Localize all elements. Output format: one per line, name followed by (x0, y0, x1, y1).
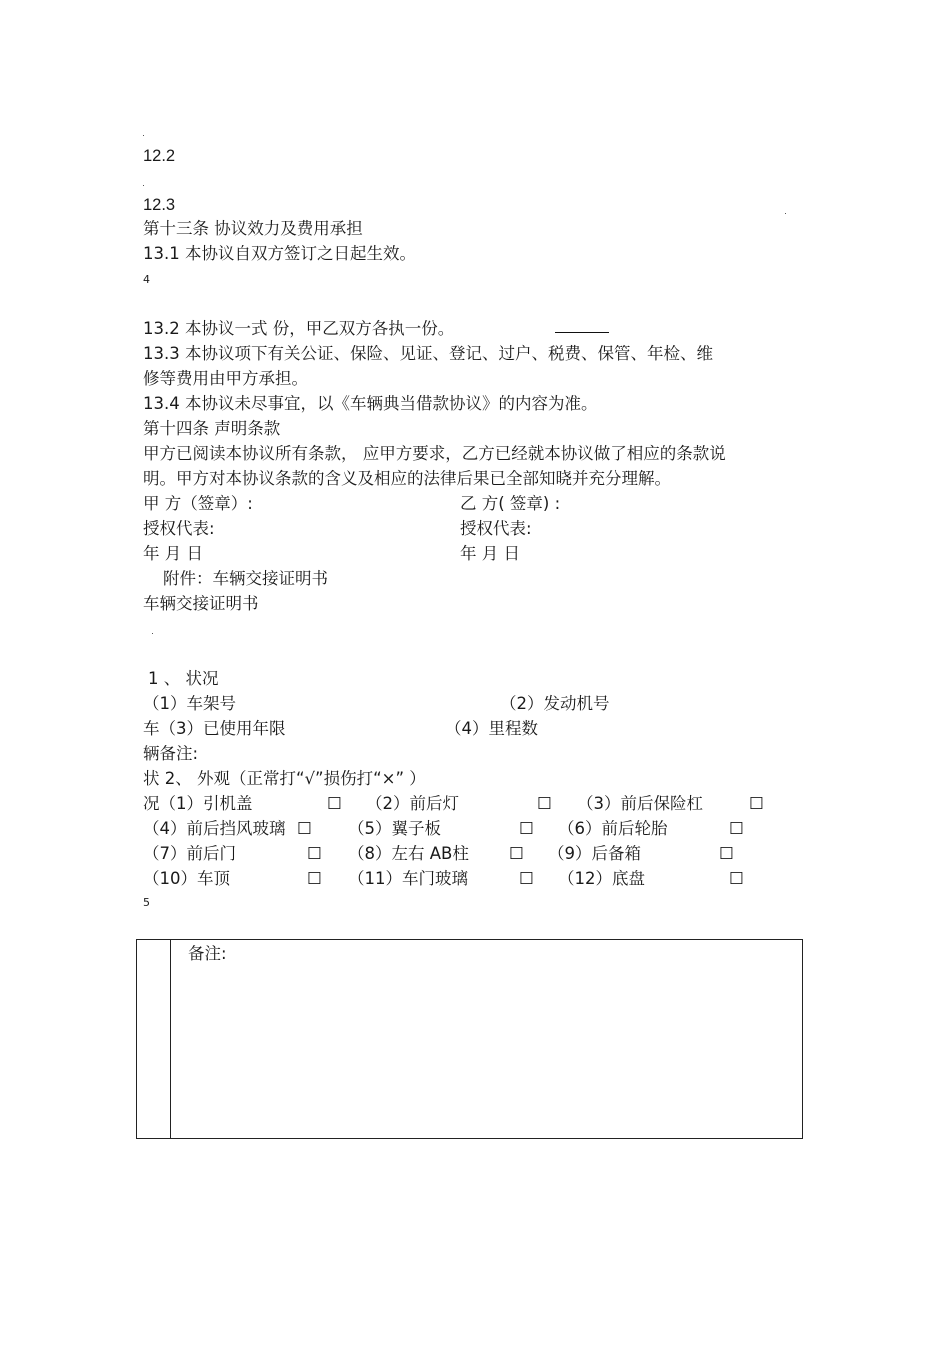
declaration-line2: 明。甲方对本协议条款的含义及相应的法律后果已全部知晓并充分理解。 (143, 469, 671, 488)
checkbox-fender[interactable]: ☐ (519, 819, 534, 838)
checkbox-trunk[interactable]: ☐ (719, 844, 734, 863)
remarks-box[interactable] (136, 939, 803, 1139)
vehicle-remarks-label: 辆备注: (143, 744, 199, 763)
party-a-date: 年 月 日 (143, 544, 203, 563)
item-door-glass: （11）车门玻璃 (348, 869, 468, 888)
mileage-label: （4）里程数 (445, 719, 538, 738)
scan-mark (785, 213, 786, 214)
clause-13-1: 13.1 本协议自双方签订之日起生效。 (143, 244, 416, 263)
page-number-5: 5 (143, 896, 150, 909)
checkbox-door-glass[interactable]: ☐ (519, 869, 534, 888)
party-b-seal: 乙 方( 签章) : (460, 494, 561, 513)
clause-12-3: 12.3 (143, 196, 176, 214)
item-chassis: （12）底盘 (558, 869, 645, 888)
checkbox-lights[interactable]: ☐ (537, 794, 552, 813)
item-windshield: （4）前后挡风玻璃 (143, 819, 286, 838)
blank-underline (555, 332, 609, 333)
item-hood: 况（1）引机盖 (143, 794, 253, 813)
checkbox-roof[interactable]: ☐ (307, 869, 322, 888)
attachment-label: 附件：车辆交接证明书 (163, 569, 328, 588)
party-a-seal: 甲 方（签章）: (143, 494, 253, 513)
item-trunk: （9）后备箱 (548, 844, 641, 863)
checkbox-tires[interactable]: ☐ (729, 819, 744, 838)
item-bumper: （3）前后保险杠 (577, 794, 703, 813)
clause-13-3-line1: 13.3 本协议项下有关公证、保险、见证、登记、过户、税费、保管、年检、维 (143, 344, 713, 363)
item-fender: （5）翼子板 (348, 819, 441, 838)
item-doors: （7）前后门 (143, 844, 236, 863)
declaration-line1: 甲方已阅读本协议所有条款， 应甲方要求，乙方已经就本协议做了相应的条款说 (143, 444, 726, 463)
item-tires: （6）前后轮胎 (558, 819, 668, 838)
item-roof: （10）车顶 (143, 869, 230, 888)
checkbox-ab-pillar[interactable]: ☐ (509, 844, 524, 863)
attachment-title: 车辆交接证明书 (143, 594, 259, 613)
checkbox-hood[interactable]: ☐ (327, 794, 342, 813)
clause-13-4: 13.4 本协议未尽事宜，以《车辆典当借款协议》的内容为准。 (143, 394, 598, 413)
item-lights: （2）前后灯 (366, 794, 459, 813)
engine-number-label: （2）发动机号 (500, 694, 610, 713)
clause-12-2: 12.2 (143, 147, 176, 165)
scan-mark (152, 633, 153, 634)
clause-13-2: 13.2 本协议一式 份，甲乙双方各执一份。 (143, 319, 455, 338)
article-14-title: 第十四条 声明条款 (143, 419, 281, 438)
scan-mark (143, 185, 144, 186)
frame-number-label: （1）车架号 (143, 694, 236, 713)
checkbox-doors[interactable]: ☐ (307, 844, 322, 863)
checkbox-windshield[interactable]: ☐ (297, 819, 312, 838)
section-condition: 1 、 状况 (148, 669, 219, 688)
remarks-box-label: 备注: (188, 944, 227, 963)
party-b-date: 年 月 日 (460, 544, 520, 563)
page-number-4: 4 (143, 273, 150, 286)
item-ab-pillar: （8）左右 AB柱 (348, 844, 469, 863)
section-appearance: 状 2、 外观（正常打“√”损伤打“×” ） (143, 769, 426, 788)
checkbox-bumper[interactable]: ☐ (749, 794, 764, 813)
years-used-label: 车（3）已使用年限 (143, 719, 286, 738)
clause-13-3-line2: 修等费用由甲方承担。 (143, 369, 308, 388)
article-13-title: 第十三条 协议效力及费用承担 (143, 219, 363, 238)
scan-mark (143, 135, 144, 136)
checkbox-chassis[interactable]: ☐ (729, 869, 744, 888)
party-a-representative: 授权代表: (143, 519, 215, 538)
remarks-box-divider (170, 940, 171, 1138)
party-b-representative: 授权代表: (460, 519, 532, 538)
